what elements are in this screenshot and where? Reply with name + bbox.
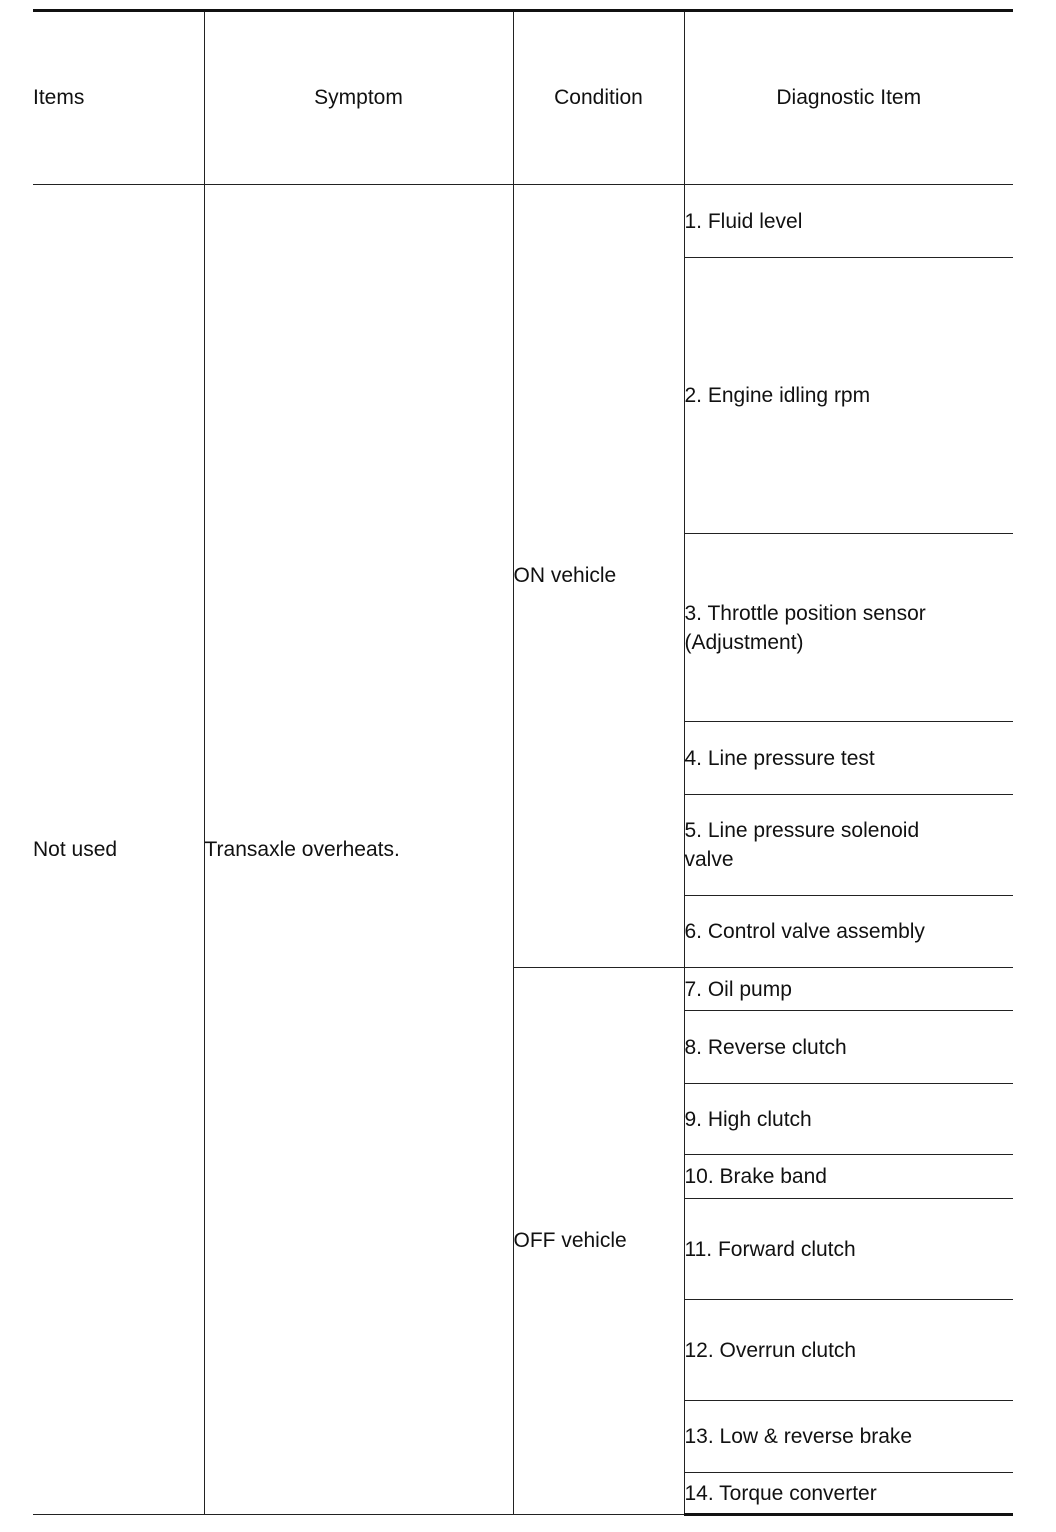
- table-row: [33, 185, 1013, 258]
- diagnostic-item: 14. Torque converter: [684, 1473, 1013, 1515]
- header-condition: Condition: [513, 11, 684, 185]
- diagnostic-item: 3. Throttle position sensor (Adjustment): [684, 534, 1013, 722]
- diagnostic-item: 7. Oil pump: [684, 968, 1013, 1011]
- diagnostic-item: 13. Low & reverse brake: [684, 1401, 1013, 1473]
- diagnostic-item: 12. Overrun clutch: [684, 1300, 1013, 1401]
- diagnostic-item: 9. High clutch: [684, 1084, 1013, 1155]
- diagnostic-table: [33, 9, 1013, 1516]
- diagnostic-item: 8. Reverse clutch: [684, 1011, 1013, 1084]
- diagnostic-item: 11. Forward clutch: [684, 1199, 1013, 1300]
- header-row: [33, 11, 1013, 185]
- symptom-cell: Transaxle overheats.: [204, 185, 513, 1515]
- condition-off-vehicle: OFF vehicle: [513, 968, 684, 1515]
- diagnostic-item: 4. Line pressure test: [684, 722, 1013, 795]
- header-diagnostic-item: Diagnostic Item: [684, 11, 1013, 185]
- diagnostic-item: 5. Line pressure solenoid valve: [684, 795, 1013, 896]
- header-symptom: Symptom: [204, 11, 513, 185]
- diagnostic-item: 6. Control valve assembly: [684, 896, 1013, 968]
- condition-on-vehicle: ON vehicle: [513, 185, 684, 968]
- header-items: Items: [33, 11, 204, 185]
- items-cell: Not used: [33, 185, 204, 1515]
- diagnostic-item: 2. Engine idling rpm: [684, 258, 1013, 534]
- diagnostic-item: 1. Fluid level: [684, 185, 1013, 258]
- diagnostic-item: 10. Brake band: [684, 1155, 1013, 1199]
